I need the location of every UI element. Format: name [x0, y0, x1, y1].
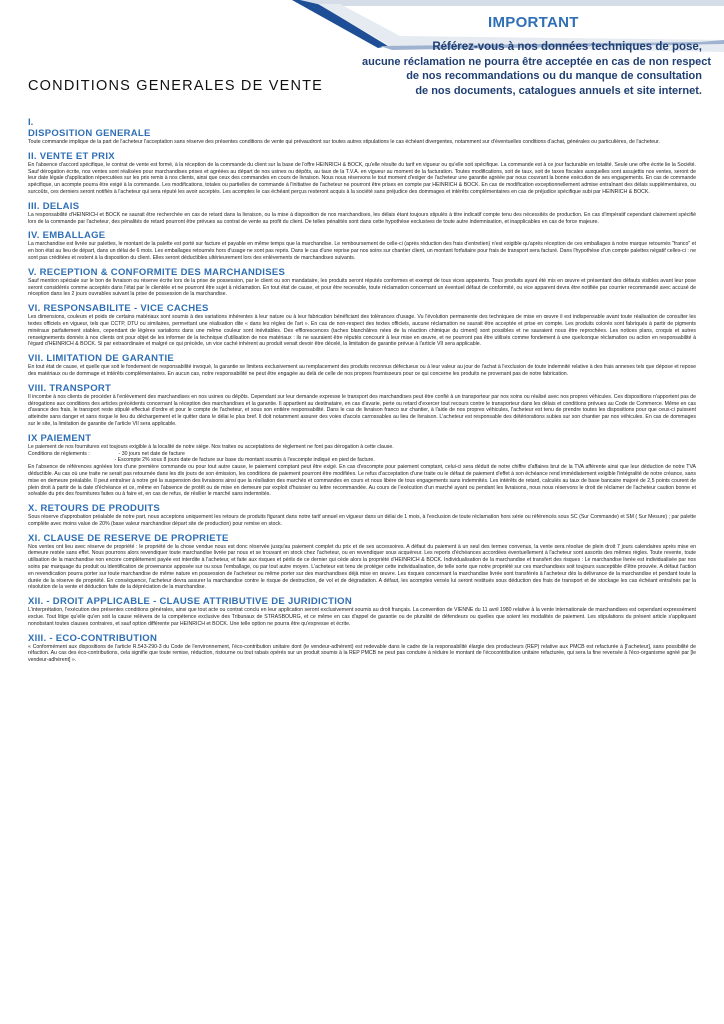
- section-paragraph: Il incombe à nos clients de procéder à l'enlèvement des marchandises en nos usines ou dépôts. Cependant sur leur demande expresse le transport des marchandises peut être confié à un transporteur par nos soins ou réalisé avec nos propres véhicules. Ces dispositions n'apportent pas de dérogations aux conditions des articles précédents concernant la réception des marchandises et la garantie. Il appartient au destinataire, en cas d'avarie, perte ou retard d'exercer tout recours contre le transporteur dans les délais et conditions prévues au Code de Commerce. Même en cas d'avance des frais, le transport reste stipulé effectué d'ordre et pour le compte de l'acheteur, et sous son entière responsabilité. Dans le cas de livraison franco sur chantier, à l'aide de nos propres véhicules, l'acheteur est tenu de prendre toutes les dispositions pour que ceux-ci puissent atteindre sans danger et sans risque le lieu du déchargement et le quitter dans le délai le plus bref. Il doit notamment assurer des voies d'accès carrossables au lieu de livraison. L'acheteur est responsable des détériorations subies sur son chantier par nos véhicules. En cas de dommages sur le site, la limitation de garantie de l'article VII sera applicable.: [28, 393, 696, 427]
- section: [28, 533, 696, 592]
- important-line: de nos recommandations ou du manque de consultation: [406, 70, 702, 82]
- section-body: [28, 644, 696, 664]
- section-title: II. VENTE ET PRIX: [28, 150, 115, 162]
- important-heading: IMPORTANT: [488, 14, 579, 31]
- section-title: V. RECEPTION & CONFORMITE DES MARCHANDISES: [28, 266, 286, 278]
- important-line: Référez-vous à nos données techniques de pose,: [432, 41, 702, 53]
- section-title: III. DELAIS: [28, 200, 80, 212]
- section-title: DISPOSITION GENERALE: [28, 128, 151, 139]
- section: [28, 267, 696, 298]
- section-paragraph: - Escompte 2% sous 8 jours date de facture sur base du montant soumis à l'escompte indiqué en pied de facture.: [28, 457, 375, 464]
- section-body: [28, 394, 696, 428]
- section: [28, 303, 696, 348]
- section-paragraph: Toute commande implique de la part de l'acheteur l'acceptation sans réserve des présentes conditions de vente qui prévaudront sur toutes autres stipulations le cas échéant divergentes, notamment sur d'éventuelles conditions d'achat, générales ou particulières, de l'acheteur.: [28, 139, 660, 145]
- section: [28, 353, 696, 378]
- section-paragraph: La marchandise est livrée sur palettes, le montant de la palette est porté sur facture et payable en même temps que la marchandise. Le remboursement de celle-ci (après réduction des frais d'entretien) n'est exigible qu'après réception de ces emballages à notre marque retournés "franco" et en bon état au lieu de départ, dans un délai de 6 mois. Les emballages retournés hors d'usage ne sont pas repris. Dans le cas d'une reprise par nos soins sur chantier client, un montant forfaitaire pour frais de transport sera facturé. Dans l'hypothèse d'un compte palettes négatif celles-ci : ne sont pas créditées et restent à la disposition du client. Elles seront déductibles ultérieurement lors des enlèvements de marchandises suivants.: [28, 241, 696, 261]
- document-title: CONDITIONS GENERALES DE VENTE: [28, 78, 324, 94]
- section: [28, 230, 696, 261]
- section-title: XII. - DROIT APPLICABLE - CLAUSE ATTRIBUTIVE DE JURIDICTION: [28, 596, 352, 608]
- section-body: [28, 444, 696, 498]
- section: [28, 383, 696, 428]
- section-paragraph: Les dimensions, couleurs et poids de certains matériaux sont soumis à des variations inhérentes à leur nature ou à leur fabrication bénéficiant des tolérances d'usage. Vu l'évolution permanente des techniques de mise en œuvre il est indispensable avant toute réalisation de consulter les textes officiels en vigueur, tels que CCTP, DTU ou similaires, permettant une réalisation dite « dans les règles de l'art ». En cas de non-respect des textes officiels, aucune réclamation ne saurait être acceptée et prise en compte. Les produits colorés sont fabriqués à partir de pigments minéraux parfaitement stables, cependant de légères variations dans une même couleur sont inévitables. Des efflorescences (taches blanchâtres nées de la réaction chimique du ciment) sont possibles et ne sauraient nous être reprochées. Les notices plans, croquis et autres renseignements donnés à nos clients ont pour objet de les informer de la technique d'utilisation de nos matériaux : ils ne sauraient être réputés concourir à leur mise en œuvre, et ne pourront pas être utilisés comme fondement à une quelconque réclamation ou action en responsabilité à l'égard d'HEINRICH & BOCK. Si par extraordinaire et malgré ce qui précède, un vice caché inhérent au produit venait devoir être décelé, la limitation de garantie prévue à l'article VII sera applicable.: [28, 314, 696, 348]
- section-body: [28, 278, 696, 298]
- section: [28, 201, 696, 226]
- section: [28, 118, 696, 146]
- section: [28, 633, 696, 664]
- section-title: VI. RESPONSABILITE - VICE CACHES: [28, 303, 209, 315]
- section-title: VII. LIMITATION DE GARANTIE: [28, 353, 175, 365]
- section-body: [28, 139, 696, 146]
- section-paragraph: Sauf mention spéciale sur le bon de livraison ou réserve écrite lors de la prise de possession, par le client ou son mandataire, les produits seront réputés conformes et exempt de tous vices apparents. Tous produits ayant été mis en œuvre et présentant des défauts visibles avant leur pose seront considérés comme acceptés dans l'état par le clientèle et ne pourront être sujet à réclamation. En tout état de cause, et pour être recevable, toute réclamation concernant un éventuel défaut de conformité, ou vice apparent devra être notifiée par courrier recommandé avec accusé de réception dans les 2 jours ouvrables suivant la prise de possession de la marchandise.: [28, 277, 696, 298]
- section-body: [28, 544, 696, 592]
- section-paragraph: L'interprétation, l'exécution des présentes conditions générales, ainsi que tout acte ou contrat conclu en leur application seront exclusivement soumis au droit français. La convention de VIENNE du 11 avril 1980 relative à la vente internationale de marchandises est cependant expressément exclue. Tout litige qu'elle qu'en soit la cause relèvera de la compétence exclusive des Tribunaux de STRASBOURG, et ce même en cas d'appel de garantie ou de pluralité de défendeurs ou quelles que soient les modalités de paiement. Les stipulations du présent article s'appliquant nonobstant toutes clauses contraires, et sauf option différente par HEINRICH et BOCK. Une telle option ne pourra être qu'expresse et écrite.: [28, 607, 696, 627]
- important-line: de nos documents, catalogues annuels et site internet.: [415, 84, 702, 97]
- section-paragraph: Le paiement de nos fournitures est toujours exigible à la localité de notre siège. Nos traites ou acceptations de règlement ne font pas dérogation à cette clause.: [28, 443, 394, 450]
- section-paragraph: En l'absence d'accord spécifique, le contrat de vente est formé, à la réception de la commande du client sur la base de l'offre HEINRICH & BOCK, qu'elle résulte du tarif en vigueur ou qu'elle soit spécifique. La commande est à ce jour facturable en totalité. Seule une offre écrite lie la Société. Sauf dérogation écrite, nos ventes sont réalisées pour marchandises prises et agréées au départ de nos usines ou dépôts, au taux de la T.V.A. en vigueur au moment de la facturation. Toutes modifications, soit de taux, soit de taxes fiscales auxquelles sont assujettis nos ventes, seront de leur date légale d'application répercutées sur les prix remis à nos clients, ainsi que ceux des commandes en cours de livraison. Nous nous réservons le tout moment d'exiger de l'acheteur une garantie agréée par nous couvrant la bonne exécution de ses engagements. En cas de commande spécifique, un acompte pourra être exigé à la commande. Les modifications, totales ou partielles de commande à l'initiative de l'acheteur ne pourront être prises en compte par HEINRICH & BOCK. En cas de modification exceptionnellement admise entraînant des délais supplémentaires, ou surcoûts, ces derniers seront notifiés à l'acheteur qui sera réputé les avoir acceptés. Les acomptes le cas échéant perçus resteront acquis à la société sans préjudice des dommages et intérêts complémentaires en cas de préjudice spécifique subi par HEINRICH & BOCK.: [28, 161, 696, 195]
- section-title: VIII. TRANSPORT: [28, 382, 112, 394]
- section-title: XIII. - ECO-CONTRIBUTION: [28, 632, 158, 644]
- section-title: X. RETOURS DE PRODUITS: [28, 503, 161, 515]
- section-body: [28, 162, 696, 196]
- section-paragraph: Nos ventes ont lieu avec réserve de propriété : le propriété de la chose vendue nous est donc réservée jusqu'au paiement complet du prix et de ses accessoires. A défaut du paiement à un seul des termes convenus, la vente sera résolue de plein droit 7 jours calendaires après mise en demeure restée sans effet. Nous pourrons alors revendiquer toute marchandise livrée par nous et se trouvant en stock chez l'acheteur, ou en revendiquer sous acquéreur. Les reports d'échéances accordées éventuellement à l'acheteur sont assortis des mêmes règles. Toute revente, toute utilisation de la marchandise non encore complètement payée est interdite à l'acheteur, et faite aux risques et périls de ce dernier qui cède alors la propriété d'HEINRICH & BOCK. Individualisation de la marchandise et transfert des risques : Le marchandise livrée est individualisée par nos soins par marquage du produit ou identification de provenance apposée sur ou sous l'emballage, ou par tout autre moyen. L'acheteur est tenu de protéger cette individualisation, de telle sorte que notre propriété sur ces marchandises soit toujours susceptible d'être prouvée. A défaut l'action en revendication pourra porter sur toute marchandise de même nature en possession de l'acheteur ou même porter sur des marchandises déjà mise en œuvre. Les risques concernant la marchandise livrée sont transférés à l'acheteur dès la délivrance de la marchandise et pendant toute la durée de la réserve de propriété. En conséquence, l'acheteur devra assurer la marchandise contre le risque de destruction, de vol et de dégradation. A défaut, les acomptes versés lui seront restitués sous déduction des frais de transport et de stockage les cas échéant entraînés par la résolution de la vente et déduction faite de la dépréciation de la marchandise.: [28, 543, 696, 591]
- section: [28, 503, 696, 528]
- section-body: [28, 212, 696, 226]
- section-paragraph: En l'absence de références agréées lors d'une première commande ou pour tout autre cause, le paiement comptant peut être exigé. En cas d'escompte pour paiement comptant, celui-ci sera déduit de notre chiffre d'affaires brut de la TVA afférente ainsi que leur déduction de notre TVA déductible. Au cas où une traite ne serait pas retournée dans les dix jours de son émission, les conditions de paiement pourront être modifiées. Le refus d'acceptation d'une traite ou le défaut de paiement d'effet à son échéance rend immédiatement exigible l'intégralité de notre créance, sans mise en demeure préalable. Il peut entraîner à notre gré la suspension des livraisons ainsi que la résiliation des marchés et commandes en cours et nous libère de tous engagements sans indemnités. Les intérêts de retard, calculés au taux de base bancaire majoré de 2,5 points courent de plein droit à partir de la date d'échéance et ce, même en l'absence de protêt ou de mise en demeure par exploit d'huissier ou lettre recommandée. Au cours de l'exécution d'un marché ayant ou pendant les livraisons, nous nous réservons le droit de réclamer de l'acheteur caution bonne et solvable du prix des fournitures faites ou à faire et, en cas de refus, de résilier le marché sans indemnités.: [28, 464, 696, 498]
- section-paragraph: La responsabilité d'HEINRICH et BOCK ne saurait être recherchée en cas de retard dans la livraison, ou la mise à disposition de nos marchandises, les délais étant toujours stipulés à titre indicatif compte tenu des nécessités de production. En cas d'impératif cependant clairement spécifié lors de la commande par l'acheteur, des pénalités de retard pourront être prévues au contrat de vente au profit du client. De telles pénalités sont dans cette hypothèse exclusives de toute autre indemnisation, et inapplicables en cas de force majeure.: [28, 211, 696, 225]
- important-notice: [362, 40, 712, 98]
- important-line: aucune réclamation ne pourra être acceptée en cas de non respect: [362, 55, 712, 68]
- section-body: [28, 364, 696, 378]
- section-title: XI. CLAUSE DE RESERVE DE PROPRIETE: [28, 532, 229, 544]
- section: [28, 151, 696, 196]
- section-paragraph: « Conformément aux dispositions de l'article R.543-290-3 du Code de l'environnement, l'éco-contribution unitaire dont (le vendeur-adhérent) est redevable dans le cadre de la responsabilité élargie des producteurs (REP) relative aux PMCB est refacturée à [l'acheteur], sans possibilité de réfaction. Au cas des éco-contributions, cela signifie que toute remise, réduction, ristourne ou tout rabais opérés sur un produit soumis à la REP PMCB ne peut pas conduire à réduire le montant de l'écocontribution unitaire refacturée, qui sera la fine reversée à l'éco-organisme agréé par [le vendeur-adhérent] ».: [28, 643, 696, 664]
- section-body: [28, 314, 696, 348]
- conditions-content: [28, 118, 696, 669]
- section: [28, 433, 696, 498]
- section-body: [28, 241, 696, 261]
- section-paragraph: Conditions de règlements : - 30 jours net date de facture: [28, 450, 185, 457]
- section: [28, 596, 696, 627]
- section-title: IV. EMBALLAGE: [28, 230, 106, 242]
- section-body: [28, 514, 696, 528]
- section-number: I.: [28, 117, 34, 128]
- section-title: IX PAIEMENT: [28, 432, 92, 444]
- section-paragraph: En tout état de cause, et quelle que soit le fondement de responsabilité invoqué, la garantie se limitera exclusivement au remplacement des produits reconnus défectueux ou à leur valeur au jour de l'achat à l'exclusion de toute indemnité relative à des frais annexes tels que dépose et repose des matériaux ou de dommage et intérêts complémentaires. En aucun cas, notre responsabilité ne peut être engagée au delà de celle de nos propres fournisseurs pour ce qui concerne les produits ne provenant pas de notre fabrication.: [28, 364, 696, 377]
- section-paragraph: Sous réserve d'approbation préalable de notre part, nous acceptons uniquement les retours de produits figurant dans notre tarif annuel en vigueur dans un délai de 1 mois, à l'exclusion de toute réclamation hors série ou référencés sous SC (Sur Commande) et SM ( Sur Mesure) ; par palette complète avec moins value de 20% (base valeur marchandise départ site de production) pour remise en stock.: [28, 514, 696, 527]
- section-body: [28, 607, 696, 627]
